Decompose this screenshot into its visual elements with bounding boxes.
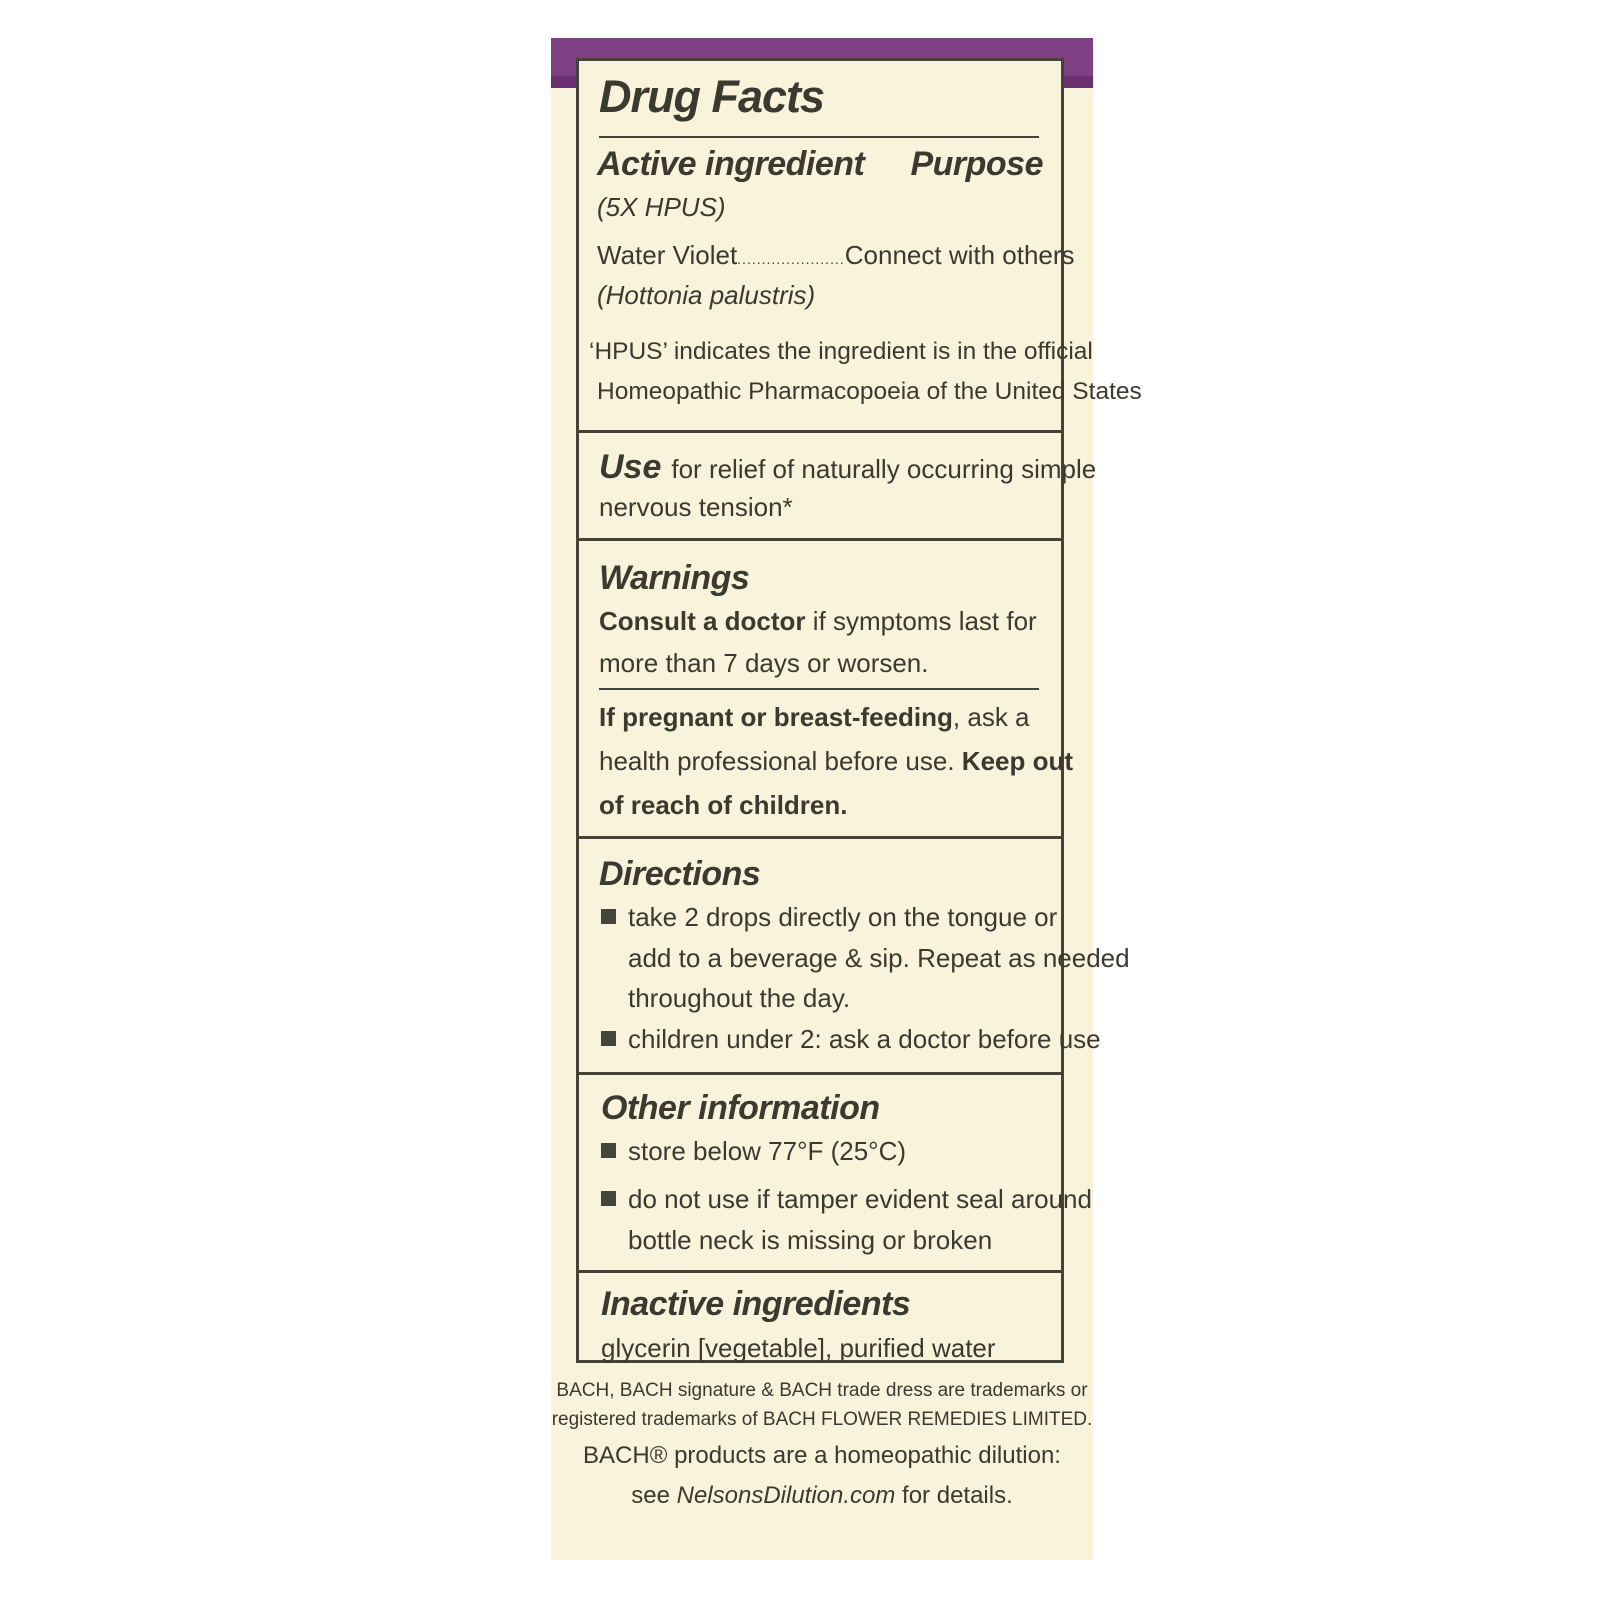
bullet-square-icon [601,1191,616,1206]
directions-section [579,839,1130,1075]
other-item2-line2: bottle neck is missing or broken [628,1225,993,1255]
keep-out-bold: Keep out [961,746,1074,776]
warnings-divider [599,688,1039,690]
latin-name: (Hottonia palustris) [597,280,816,310]
drug-facts-title: Drug Facts [599,71,825,122]
hpus-note-line1: ‘HPUS’ indicates the ingredient is in the official [589,338,1093,365]
title-divider [599,136,1039,138]
dilution-line2: see NelsonsDilution.com for details. [631,1482,1013,1509]
other-info-heading: Other information [601,1089,880,1127]
use-line2: nervous tension* [599,492,793,522]
directions-item1-line2: add to a beverage & sip. Repeat as needed [628,943,1130,973]
bullet-square-icon [601,909,616,924]
directions-item1-line3: throughout the day. [628,983,851,1013]
drug-facts-panel [576,58,1142,1363]
ingredient-purpose: Connect with others [844,240,1075,270]
ingredient-name: Water Violet [597,240,738,270]
use-section [579,433,1097,541]
purpose-heading: Purpose [910,145,1043,183]
trademark-line1: BACH, BACH signature & BACH trade dress are trademarks or [556,1380,1088,1401]
pregnancy-bold: If pregnant or breast-feeding [599,702,953,732]
inactive-text: glycerin [vegetable], purified water [601,1333,996,1363]
other-item2-line1: do not use if tamper evident seal around [601,1179,1092,1220]
active-ingredient-section [579,61,1142,433]
dilution-line1: BACH® products are a homeopathic dilution: [583,1442,1061,1469]
other-info-section [579,1075,1092,1273]
hpus-note-line2: Homeopathic Pharmacopoeia of the United States [597,378,1142,405]
pregnancy-line1: If pregnant or breast-feeding, ask a [599,702,1030,732]
inactive-heading: Inactive ingredients [601,1285,911,1323]
bullet-square-icon [601,1143,616,1158]
dilution-website: NelsonsDilution.com [676,1482,896,1509]
other-item1: store below 77°F (25°C) [601,1131,906,1172]
use-heading: Use [599,448,662,486]
use-line1 [599,447,1096,490]
pregnancy-line2: health professional before use. Keep out [599,746,1074,776]
consult-bold: Consult a doctor [599,606,806,636]
warnings-heading: Warnings [599,559,750,597]
use-text: for relief of naturally occurring simple [671,454,1097,484]
directions-item2: children under 2: ask a doctor before use [601,1019,1101,1060]
directions-heading: Directions [599,855,761,893]
active-ingredient-heading: Active ingredient [597,145,865,183]
leader-dots: ...................... [737,251,845,267]
potency-text: (5X HPUS) [597,192,726,222]
directions-item1-line1: take 2 drops directly on the tongue or [601,897,1057,938]
keep-out-line2: of reach of children. [599,790,848,820]
ingredient-row [597,235,1075,280]
warnings-section [579,541,1074,839]
inactive-section [579,1273,1061,1363]
trademark-line2: registered trademarks of BACH FLOWER REMEDIES LIMITED. [551,1409,1093,1430]
bullet-square-icon [601,1031,616,1046]
consult-line1: Consult a doctor if symptoms last for [599,606,1037,636]
consult-line2: more than 7 days or worsen. [599,648,929,678]
label-carton [551,38,1142,1560]
